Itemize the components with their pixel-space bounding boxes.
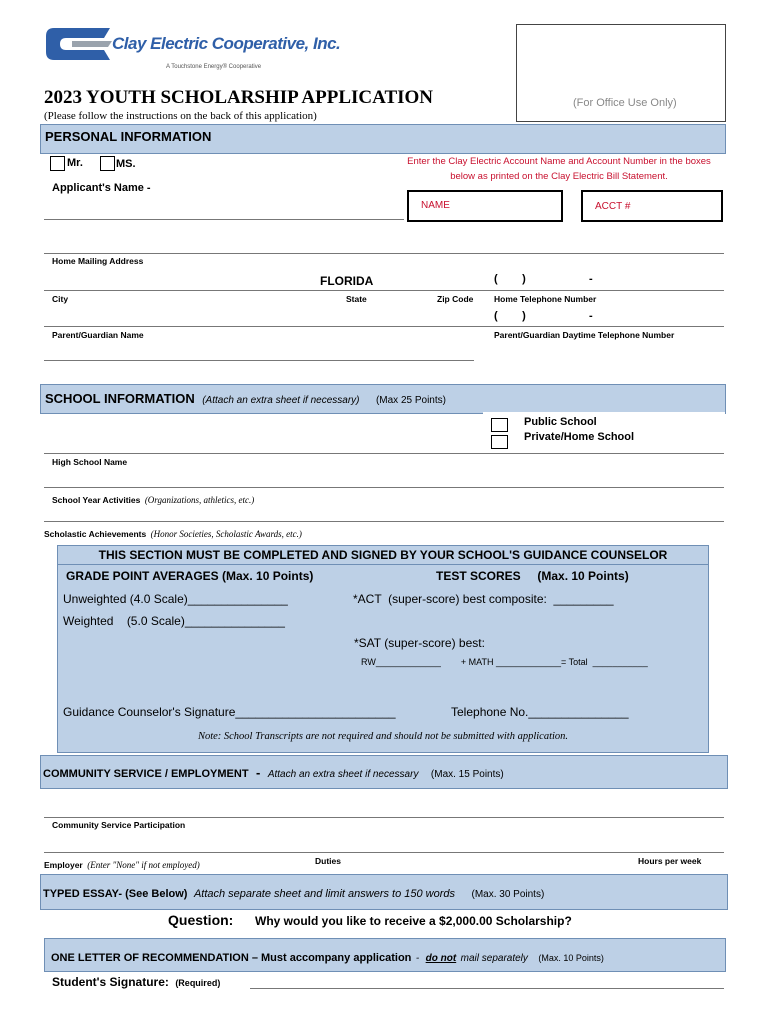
recommendation-heading: ONE LETTER OF RECOMMENDATION – Must accompany application — [51, 952, 412, 964]
office-use-box — [516, 24, 726, 122]
page-title: 2023 YOUTH SCHOLARSHIP APPLICATION — [44, 87, 434, 108]
page-subtitle: (Please follow the instructions on the back of this application) — [44, 110, 317, 122]
state-value: FLORIDA — [320, 274, 374, 288]
account-name-box[interactable] — [407, 190, 563, 222]
parent-name-label: Parent/Guardian Name — [52, 330, 144, 340]
essay-heading-row — [43, 884, 544, 902]
logo-tagline: A Touchstone Energy® Cooperative — [166, 64, 262, 70]
community-participation-label: Community Service Participation — [52, 820, 186, 830]
sat-fields[interactable]: RW_____________ + MATH _____________= Total ___________ — [361, 657, 648, 667]
mr-label: Mr. — [67, 157, 83, 169]
parent-phone-label: Parent/Guardian Daytime Telephone Number — [494, 330, 675, 340]
personal-info-header — [40, 124, 726, 154]
employer-note: (Enter "None" if not employed) — [87, 860, 200, 870]
activities-line — [44, 487, 724, 488]
unweighted-field[interactable]: Unweighted (4.0 Scale)_______________ — [63, 592, 288, 606]
city-label: City — [52, 294, 69, 304]
counselor-heading: THIS SECTION MUST BE COMPLETED AND SIGNED BY YOUR SCHOOL'S GUIDANCE COUNSELOR — [98, 548, 668, 562]
parent-phone-dash: - — [589, 310, 593, 322]
ms-label: MS. — [116, 158, 136, 170]
public-school-label: Public School — [524, 416, 597, 428]
activities-row — [52, 490, 254, 508]
hours-label: Hours per week — [638, 856, 702, 866]
recommendation-mail: mail separately — [460, 953, 528, 964]
activities-label: School Year Activities — [52, 495, 141, 505]
high-school-line — [44, 453, 724, 454]
zip-label: Zip Code — [437, 294, 474, 304]
employer-line — [44, 852, 724, 853]
student-signature-required: (Required) — [175, 978, 221, 988]
essay-question: Why would you like to receive a $2,000.00 Scholarship? — [255, 914, 572, 928]
essay-attach: Attach separate sheet and limit answers to 150 words — [193, 888, 456, 900]
home-phone-label: Home Telephone Number — [494, 294, 597, 304]
activities-note: (Organizations, athletics, etc.) — [144, 495, 255, 505]
gpa-label: GRADE POINT AVERAGES (Max. 10 Points) — [66, 569, 314, 583]
account-number-label: ACCT # — [595, 201, 631, 212]
applicant-name-line — [44, 219, 404, 220]
school-attach-note: (Attach an extra sheet if necessary) — [202, 395, 360, 406]
community-header — [40, 755, 728, 789]
counselor-signature-field[interactable]: Guidance Counselor's Signature________________________ — [63, 705, 396, 719]
home-phone-paren: ( ) — [494, 273, 526, 285]
applicant-name-label: Applicant's Name - — [52, 182, 151, 194]
essay-heading: TYPED ESSAY- (See Below) — [43, 888, 188, 900]
private-school-checkbox[interactable] — [491, 435, 508, 449]
weighted-field[interactable]: Weighted (5.0 Scale)_______________ — [63, 614, 285, 628]
counselor-telephone-field[interactable]: Telephone No._______________ — [451, 705, 629, 719]
state-label: State — [346, 294, 367, 304]
essay-points: (Max. 30 Points) — [471, 889, 545, 900]
essay-header — [40, 874, 728, 910]
community-participation-line — [44, 817, 724, 818]
personal-info-heading: PERSONAL INFORMATION — [45, 129, 212, 144]
community-heading: COMMUNITY SERVICE / EMPLOYMENT — [43, 768, 249, 780]
logo-text: Clay Electric Cooperative, Inc. — [112, 34, 341, 53]
employer-label: Employer — [44, 860, 83, 870]
parent-line — [44, 326, 724, 327]
high-school-label: High School Name — [52, 457, 128, 467]
student-signature-label: Student's Signature: — [52, 975, 169, 989]
community-attach: Attach an extra sheet if necessary — [267, 769, 419, 780]
recommendation-header — [44, 938, 726, 972]
account-note: Enter the Clay Electric Account Name and Account Number in the boxes below as printed on the Clay Electric Bill Statement. — [407, 156, 711, 182]
test-scores-label: TEST SCORES (Max. 10 Points) — [436, 569, 629, 583]
account-name-label: NAME — [421, 200, 450, 211]
school-info-heading: SCHOOL INFORMATION — [45, 391, 195, 406]
mr-checkbox[interactable] — [50, 156, 65, 171]
ms-checkbox[interactable] — [100, 156, 115, 171]
parent-extra-line — [44, 360, 474, 361]
private-school-label: Private/Home School — [524, 431, 635, 443]
account-number-box[interactable] — [581, 190, 723, 222]
student-signature-line[interactable] — [250, 988, 724, 989]
recommendation-row — [51, 948, 604, 966]
school-points: (Max 25 Points) — [375, 395, 446, 406]
recommendation-dash: - — [415, 953, 420, 964]
act-field[interactable]: *ACT (super-score) best composite: _________ — [353, 592, 614, 606]
counselor-section — [57, 545, 709, 753]
logo — [46, 22, 341, 78]
transcript-note: Note: School Transcripts are not required and should not be submitted with application. — [197, 731, 569, 742]
recommendation-do-not: do not — [425, 953, 457, 964]
achievements-label: Scholastic Achievements — [44, 529, 147, 539]
public-school-checkbox[interactable] — [491, 418, 508, 432]
school-info-heading-row — [45, 390, 446, 408]
office-use-label: (For Office Use Only) — [573, 97, 677, 109]
community-heading-row — [43, 764, 504, 782]
achievements-note: (Honor Societies, Scholastic Awards, etc.) — [150, 529, 302, 539]
essay-question-label: Question: — [168, 912, 234, 928]
parent-phone-paren: ( ) — [494, 310, 526, 322]
student-signature-row — [52, 973, 220, 991]
achievements-line — [44, 521, 724, 522]
counselor-divider — [58, 564, 708, 565]
employer-row — [44, 855, 200, 873]
duties-label: Duties — [315, 856, 341, 866]
home-phone-dash: - — [589, 273, 593, 285]
sat-label: *SAT (super-score) best: — [354, 636, 485, 650]
school-info-header — [40, 384, 726, 414]
community-dash: - — [256, 765, 261, 780]
community-points: (Max. 15 Points) — [430, 769, 504, 780]
address-line — [44, 253, 724, 254]
city-line — [44, 290, 724, 291]
recommendation-points: (Max. 10 Points) — [538, 953, 604, 963]
logo-mark-icon — [46, 24, 116, 64]
achievements-row — [44, 524, 302, 542]
home-address-label: Home Mailing Address — [52, 256, 144, 266]
